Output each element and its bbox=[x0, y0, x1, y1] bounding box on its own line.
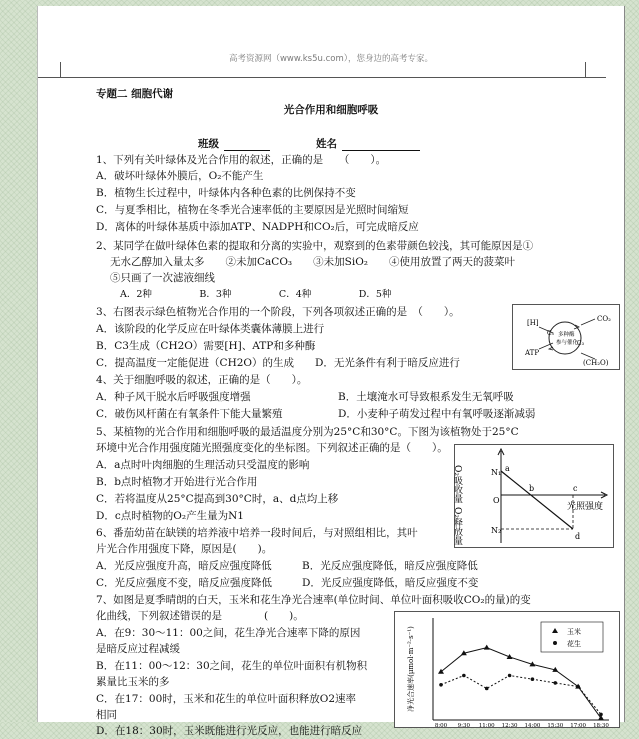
topic-heading: 专题二 细胞代谢 bbox=[96, 88, 174, 100]
chart-point bbox=[531, 677, 535, 681]
fig3-mid1-label: 多种酶 bbox=[558, 332, 575, 338]
q1-option-d: D．离体的叶绿体基质中添加ATP、NADPH和CO₂后，可完成暗反应 bbox=[96, 221, 419, 233]
q7-option-b-line2: 累量比玉米的多 bbox=[96, 676, 170, 688]
header-corner-left bbox=[60, 62, 61, 77]
header-corner-right bbox=[585, 62, 586, 77]
q3-option-a: A．该阶段的化学反应在叶绿体类囊体薄膜上进行 bbox=[96, 323, 325, 335]
chart-y-label: 净光合速率(μmol·m⁻²·s⁻¹) bbox=[407, 626, 415, 712]
chart-series-line-1 bbox=[441, 675, 601, 714]
q4-option-b: B．土壤淹水可导致根系发生无氧呼吸 bbox=[338, 391, 514, 403]
class-label: 班级 bbox=[198, 138, 219, 150]
q4-option-a: A．种子风干脱水后呼吸强度增强 bbox=[96, 391, 251, 403]
q6-option-a: A．光反应强度升高，暗反应强度降低 bbox=[96, 560, 272, 572]
name-blank bbox=[342, 150, 420, 151]
calvin-cycle-figure bbox=[512, 304, 620, 370]
q4-stem: 4、关于细胞呼吸的叙述，正确的是（ ）。 bbox=[96, 374, 308, 386]
chart-point bbox=[553, 681, 557, 685]
q1-option-c: C．与夏季相比，植物在冬季光合速率低的主要原因是光照时间缩短 bbox=[96, 204, 409, 216]
chart-x-tick-label: 11:00 bbox=[478, 723, 495, 729]
q7-stem-line2: 化曲线，下列叙述错误的是 ( )。 bbox=[96, 610, 304, 622]
chart-point bbox=[462, 674, 466, 678]
chart-x-tick-label: 12:30 bbox=[501, 723, 518, 729]
q4-option-d: D．小麦种子萌发过程中有氧呼吸逐渐减弱 bbox=[338, 408, 536, 420]
q6-stem-line1: 6、番茄幼苗在缺镁的培养液中培养一段时间后，与对照组相比，其叶 bbox=[96, 527, 418, 539]
q6-stem-line2: 片光合作用强度下降，原因是( )。 bbox=[96, 543, 273, 555]
fig5-n2-label: N₂ bbox=[491, 526, 502, 535]
chart-point bbox=[508, 674, 512, 678]
fig3-atp-label: ATP bbox=[525, 349, 540, 357]
q7-option-b-line1: B．在11：00～12：30之间，花生的单位叶面积有机物积 bbox=[96, 660, 368, 672]
chart-x-tick-label: 8:00 bbox=[434, 723, 448, 729]
photosynthesis-rate-chart bbox=[394, 611, 620, 728]
q3-stem: 3、右图表示绿色植物光合作用的一个阶段，下列各项叙述正确的是 （ ）。 bbox=[96, 306, 460, 318]
fig5-point-c: c bbox=[573, 484, 578, 493]
q7-option-c-line1: C．在17：00时，玉米和花生的单位叶面积释放O2速率 bbox=[96, 693, 357, 705]
q4-option-c: C．破伤风杆菌在有氧条件下能大量繁殖 bbox=[96, 408, 283, 420]
document-title: 光合作用和细胞呼吸 bbox=[283, 104, 379, 116]
document-page bbox=[38, 6, 624, 737]
chart-x-tick-label: 15:30 bbox=[547, 723, 564, 729]
q7-option-d-line1: D．在18：30时，玉米既能进行光反应，也能进行暗反应 bbox=[96, 725, 363, 737]
chart-series-line-0 bbox=[441, 648, 601, 718]
q2-stem-line2: 无水乙醇加入量太多 ②未加CaCO₃ ③未加SiO₂ ④使用放置了两天的菠菜叶 bbox=[110, 256, 516, 268]
q6-option-d: D．光反应强度降低，暗反应强度不变 bbox=[302, 577, 479, 589]
q1-stem: 1、下列有关叶绿体及光合作用的叙述，正确的是 （ ）。 bbox=[96, 154, 387, 166]
fig3-mid2-label: 参与催化 bbox=[556, 340, 579, 346]
chart-legend-marker bbox=[553, 641, 557, 645]
header-margin-right bbox=[586, 77, 606, 78]
q3-option-b: B．C3生成（CH2O）需要[H]、ATP和多种酶 bbox=[96, 340, 316, 352]
q5-option-c: C．若将温度从25°C提高到30°C时，a、d点均上移 bbox=[96, 493, 339, 505]
q1-option-b: B．植物生长过程中，叶绿体内各种色素的比例保持不变 bbox=[96, 187, 356, 199]
q1-option-a: A．破坏叶绿体外膜后，O₂不能产生 bbox=[96, 170, 264, 182]
chart-point bbox=[599, 713, 603, 717]
q7-option-a-line2: 是暗反应过程减缓 bbox=[96, 643, 180, 655]
header-rule bbox=[60, 77, 586, 78]
q6-option-c: C．光反应强度不变，暗反应强度降低 bbox=[96, 577, 273, 589]
chart-x-tick-label: 9:30 bbox=[457, 723, 471, 729]
q2-stem-line1: 2、某同学在做叶绿体色素的提取和分离的实验中，观察到的色素带颜色较浅，其可能原因是① bbox=[96, 240, 534, 252]
page-header: 高考资源网（www.ks5u.com），您身边的高考专家。 bbox=[228, 54, 434, 64]
q7-option-a-line1: A．在9：30～11：00之间，花生净光合速率下降的原因 bbox=[96, 627, 361, 639]
q5-option-a: A．a点时叶肉细胞的生理活动只受温度的影响 bbox=[96, 459, 310, 471]
chart-point bbox=[576, 685, 580, 689]
q3-option-cd: C．提高温度一定能促进（CH2O）的生成 D．无光条件有利于暗反应进行 bbox=[96, 357, 460, 369]
light-intensity-figure bbox=[454, 444, 614, 548]
q5-option-b: B．b点时植物才开始进行光合作用 bbox=[96, 476, 258, 488]
chart-x-tick-label: 17:00 bbox=[570, 723, 587, 729]
fig5-point-b: b bbox=[529, 484, 535, 493]
q2-stem-line3: ⑤只画了一次滤液细线 bbox=[110, 272, 215, 284]
fig3-cho-label: (CH₂O) bbox=[583, 359, 609, 367]
q5-stem-line2: 环境中光合作用强度随光照强度变化的坐标图。下列叙述正确的是（ ）。 bbox=[96, 442, 448, 454]
fig5-y-up-label: O₂吸收量 bbox=[452, 465, 462, 503]
fig5-n1-label: N₁ bbox=[491, 468, 502, 477]
fig5-point-d: d bbox=[575, 532, 581, 541]
q5-stem-line1: 5、某植物的光合作用和细胞呼吸的最适温度分别为25°C和30°C。下图为该植物处于25°C bbox=[96, 426, 519, 438]
class-blank bbox=[224, 150, 270, 151]
fig3-co2-label: CO₂ bbox=[597, 315, 611, 323]
fig3-c3-label: C₃ bbox=[577, 340, 584, 347]
fig3-h-label: [H] bbox=[527, 319, 539, 327]
fig3-c5-label: C₅ bbox=[547, 330, 554, 337]
q7-option-c-line2: 相同 bbox=[96, 709, 117, 721]
chart-legend-label: 花生 bbox=[567, 640, 581, 648]
chart-x-tick-label: 14:00 bbox=[524, 723, 541, 729]
fig5-y-down-label: O₂释放量 bbox=[452, 507, 462, 545]
header-margin-left bbox=[38, 77, 60, 78]
chart-x-tick-label: 18:30 bbox=[593, 723, 609, 729]
chart-legend-label: 玉米 bbox=[567, 628, 581, 636]
q2-options: A．2种 B．3种 C．4种 D．5种 bbox=[120, 289, 392, 300]
q5-option-d: D．c点时植物的O₂产生量为N1 bbox=[96, 510, 244, 522]
chart-point bbox=[439, 683, 443, 687]
name-label: 姓名 bbox=[316, 138, 337, 150]
fig5-point-a: a bbox=[505, 464, 510, 473]
q6-option-b: B．光反应强度降低，暗反应强度降低 bbox=[302, 560, 478, 572]
chart-point bbox=[484, 645, 490, 650]
chart-point bbox=[485, 687, 489, 691]
fig5-origin: O bbox=[493, 496, 500, 505]
q7-stem-line1: 7、如图是夏季晴朗的白天，玉米和花生净光合速率(单位时间、单位叶面积吸收CO₂的量)的变 bbox=[96, 594, 531, 606]
fig5-x-label: 光照强度 bbox=[567, 502, 604, 512]
